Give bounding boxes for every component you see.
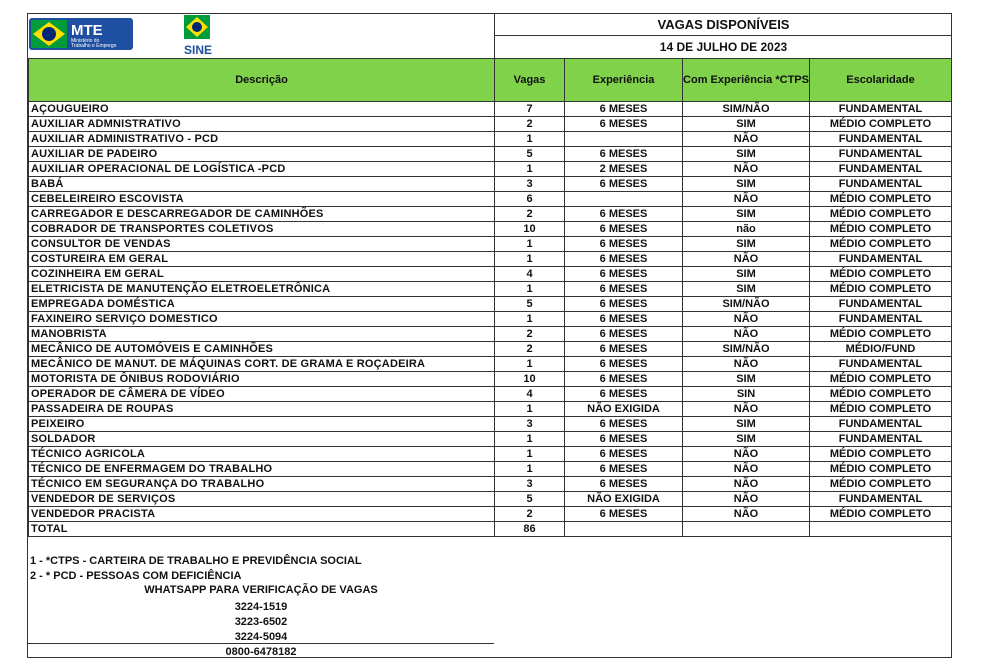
table-row	[29, 507, 952, 522]
cell-vacancies: 3	[495, 177, 565, 192]
cell-education: MÉDIO COMPLETO	[810, 387, 952, 402]
cell-ctps: SIM	[683, 177, 810, 192]
cell-description: ELETRICISTA DE MANUTENÇÃO ELETROELETRÔNICA	[29, 282, 495, 297]
cell-education: MÉDIO COMPLETO	[810, 282, 952, 297]
cell-description: CARREGADOR E DESCARREGADOR DE CAMINHÕES	[29, 207, 495, 222]
cell-vacancies: 1	[495, 252, 565, 267]
mte-logo	[29, 16, 133, 52]
cell-vacancies: 2	[495, 207, 565, 222]
cell-vacancies: 3	[495, 477, 565, 492]
cell-education: FUNDAMENTAL	[810, 177, 952, 192]
cell-vacancies: 5	[495, 147, 565, 162]
cell-vacancies: 2	[495, 507, 565, 522]
cell-vacancies: 1	[495, 162, 565, 177]
cell-experience: 6 MESES	[565, 117, 683, 132]
cell-vacancies: 4	[495, 387, 565, 402]
cell-ctps: não	[683, 222, 810, 237]
cell-ctps: NÃO	[683, 402, 810, 417]
cell-ctps: NÃO	[683, 462, 810, 477]
cell-experience: 6 MESES	[565, 507, 683, 522]
cell-vacancies: 3	[495, 417, 565, 432]
table-header-row	[29, 59, 952, 102]
table-row	[29, 177, 952, 192]
cell-education: MÉDIO COMPLETO	[810, 372, 952, 387]
table-row	[29, 372, 952, 387]
cell-education: MÉDIO COMPLETO	[810, 207, 952, 222]
title-box	[494, 14, 952, 58]
cell-vacancies: 1	[495, 132, 565, 147]
cell-description: FAXINEIRO SERVIÇO DOMESTICO	[29, 312, 495, 327]
cell-experience: 6 MESES	[565, 432, 683, 447]
cell-experience: 6 MESES	[565, 237, 683, 252]
cell-experience: 6 MESES	[565, 477, 683, 492]
table-row	[29, 417, 952, 432]
table-row	[29, 432, 952, 447]
col-header-description: Descrição	[29, 59, 495, 102]
cell-ctps: SIM	[683, 267, 810, 282]
table-body	[29, 102, 952, 522]
cell-description: CEBELEIREIRO ESCOVISTA	[29, 192, 495, 207]
phone-number: 3224-5094	[234, 631, 288, 643]
cell-education: FUNDAMENTAL	[810, 102, 952, 117]
cell-description: COBRADOR DE TRANSPORTES COLETIVOS	[29, 222, 495, 237]
cell-vacancies: 4	[495, 267, 565, 282]
cell-education: FUNDAMENTAL	[810, 417, 952, 432]
cell-description: TÉCNICO EM SEGURANÇA DO TRABALHO	[29, 477, 495, 492]
cell-education: MÉDIO COMPLETO	[810, 477, 952, 492]
cell-description: PASSADEIRA DE ROUPAS	[29, 402, 495, 417]
cell-vacancies: 5	[495, 297, 565, 312]
cell-experience: 6 MESES	[565, 447, 683, 462]
table-row	[29, 447, 952, 462]
cell-description: MOTORISTA DE ÔNIBUS RODOVIÁRIO	[29, 372, 495, 387]
cell-ctps: NÃO	[683, 357, 810, 372]
cell-ctps: NÃO	[683, 192, 810, 207]
cell-vacancies: 10	[495, 222, 565, 237]
cell-description: MANOBRISTA	[29, 327, 495, 342]
cell-ctps: NÃO	[683, 312, 810, 327]
cell-experience: 2 MESES	[565, 162, 683, 177]
cell-vacancies: 1	[495, 402, 565, 417]
cell-description: SOLDADOR	[29, 432, 495, 447]
cell-education: MÉDIO COMPLETO	[810, 447, 952, 462]
total-empty-cell	[810, 522, 952, 537]
total-empty-cell	[565, 522, 683, 537]
table-row	[29, 387, 952, 402]
table-row	[29, 492, 952, 507]
table-row	[29, 327, 952, 342]
mte-logo-sub1: Ministério do	[71, 38, 100, 44]
cell-vacancies: 1	[495, 462, 565, 477]
cell-education: MÉDIO/FUND	[810, 342, 952, 357]
page-date: 14 DE JULHO DE 2023	[659, 40, 788, 54]
cell-ctps: SIM	[683, 417, 810, 432]
table-row	[29, 462, 952, 477]
footer-divider	[28, 643, 494, 644]
table-row	[29, 147, 952, 162]
cell-description: AÇOUGUEIRO	[29, 102, 495, 117]
cell-description: COSTUREIRA EM GERAL	[29, 252, 495, 267]
page-title: VAGAS DISPONÍVEIS	[495, 14, 952, 36]
cell-experience: 6 MESES	[565, 357, 683, 372]
cell-ctps: SIM	[683, 147, 810, 162]
table-row	[29, 357, 952, 372]
table-row	[29, 282, 952, 297]
cell-ctps: NÃO	[683, 447, 810, 462]
cell-experience	[565, 192, 683, 207]
cell-description: COZINHEIRA EM GERAL	[29, 267, 495, 282]
table-row	[29, 342, 952, 357]
cell-experience: 6 MESES	[565, 267, 683, 282]
cell-description: EMPREGADA DOMÉSTICA	[29, 297, 495, 312]
col-header-education: Escolaridade	[810, 59, 952, 102]
vacancy-sheet	[27, 13, 952, 658]
phone-number: 3224-1519	[234, 601, 288, 613]
cell-description: AUXILIAR DE PADEIRO	[29, 147, 495, 162]
table-row	[29, 252, 952, 267]
cell-experience: 6 MESES	[565, 417, 683, 432]
cell-experience: 6 MESES	[565, 102, 683, 117]
cell-description: AUXILIAR OPERACIONAL DE LOGÍSTICA -PCD	[29, 162, 495, 177]
cell-education: MÉDIO COMPLETO	[810, 267, 952, 282]
total-empty-cell	[683, 522, 810, 537]
cell-description: TÉCNICO DE ENFERMAGEM DO TRABALHO	[29, 462, 495, 477]
cell-ctps: NÃO	[683, 507, 810, 522]
col-header-vacancies: Vagas	[495, 59, 565, 102]
cell-experience: NÃO EXIGIDA	[565, 402, 683, 417]
cell-experience	[565, 132, 683, 147]
cell-experience: 6 MESES	[565, 252, 683, 267]
cell-ctps: SIM	[683, 207, 810, 222]
cell-education: FUNDAMENTAL	[810, 132, 952, 147]
cell-vacancies: 5	[495, 492, 565, 507]
cell-experience: 6 MESES	[565, 462, 683, 477]
cell-education: FUNDAMENTAL	[810, 297, 952, 312]
table-row	[29, 237, 952, 252]
table-row	[29, 312, 952, 327]
cell-description: AUXILIAR ADMNISTRATIVO	[29, 117, 495, 132]
cell-education: MÉDIO COMPLETO	[810, 507, 952, 522]
footnote-ctps: 1 - *CTPS - CARTEIRA DE TRABALHO E PREVIDÊNCIA SOCIAL	[30, 555, 362, 567]
table-row	[29, 102, 952, 117]
cell-description: OPERADOR DE CÂMERA DE VÍDEO	[29, 387, 495, 402]
cell-vacancies: 1	[495, 282, 565, 297]
table-row	[29, 477, 952, 492]
table-row	[29, 402, 952, 417]
table-row	[29, 207, 952, 222]
cell-vacancies: 1	[495, 237, 565, 252]
cell-vacancies: 2	[495, 327, 565, 342]
cell-experience: 6 MESES	[565, 387, 683, 402]
cell-education: FUNDAMENTAL	[810, 492, 952, 507]
mte-logo-text: MTE	[71, 22, 103, 39]
logo-area	[28, 14, 494, 58]
cell-ctps: NÃO	[683, 252, 810, 267]
cell-education: MÉDIO COMPLETO	[810, 237, 952, 252]
cell-ctps: SIM	[683, 432, 810, 447]
cell-education: MÉDIO COMPLETO	[810, 402, 952, 417]
cell-ctps: NÃO	[683, 327, 810, 342]
cell-vacancies: 2	[495, 117, 565, 132]
cell-ctps: SIN	[683, 387, 810, 402]
toll-free-number: 0800-6478182	[225, 646, 297, 658]
total-value: 86	[495, 522, 565, 537]
phone-number: 3223-6502	[234, 616, 288, 628]
cell-description: BABÁ	[29, 177, 495, 192]
cell-vacancies: 1	[495, 432, 565, 447]
cell-experience: 6 MESES	[565, 297, 683, 312]
table-row	[29, 222, 952, 237]
cell-description: AUXILIAR ADMINISTRATIVO - PCD	[29, 132, 495, 147]
cell-education: FUNDAMENTAL	[810, 252, 952, 267]
table-row	[29, 132, 952, 147]
cell-experience: 6 MESES	[565, 147, 683, 162]
cell-education: FUNDAMENTAL	[810, 357, 952, 372]
table-row	[29, 117, 952, 132]
cell-ctps: SIM/NÃO	[683, 297, 810, 312]
cell-description: MECÂNICO DE MANUT. DE MÁQUINAS CORT. DE GRAMA E ROÇADEIRA	[29, 357, 495, 372]
cell-education: FUNDAMENTAL	[810, 162, 952, 177]
cell-experience: 6 MESES	[565, 342, 683, 357]
cell-experience: 6 MESES	[565, 327, 683, 342]
cell-education: FUNDAMENTAL	[810, 432, 952, 447]
cell-description: CONSULTOR DE VENDAS	[29, 237, 495, 252]
table-row	[29, 162, 952, 177]
cell-vacancies: 1	[495, 312, 565, 327]
cell-experience: NÃO EXIGIDA	[565, 492, 683, 507]
cell-education: MÉDIO COMPLETO	[810, 117, 952, 132]
cell-ctps: NÃO	[683, 162, 810, 177]
cell-ctps: NÃO	[683, 492, 810, 507]
cell-vacancies: 6	[495, 192, 565, 207]
cell-experience: 6 MESES	[565, 222, 683, 237]
table-row	[29, 297, 952, 312]
cell-description: TÉCNICO AGRICOLA	[29, 447, 495, 462]
table-row	[29, 192, 952, 207]
cell-education: MÉDIO COMPLETO	[810, 327, 952, 342]
cell-education: FUNDAMENTAL	[810, 147, 952, 162]
cell-experience: 6 MESES	[565, 177, 683, 192]
cell-vacancies: 7	[495, 102, 565, 117]
cell-ctps: NÃO	[683, 477, 810, 492]
cell-education: MÉDIO COMPLETO	[810, 192, 952, 207]
total-label: TOTAL	[29, 522, 495, 537]
cell-ctps: SIM/NÃO	[683, 102, 810, 117]
table-row	[29, 267, 952, 282]
vacancy-table	[28, 58, 952, 537]
sine-logo	[176, 14, 220, 58]
cell-experience: 6 MESES	[565, 207, 683, 222]
cell-description: VENDEDOR PRACISTA	[29, 507, 495, 522]
cell-ctps: SIM/NÃO	[683, 342, 810, 357]
cell-ctps: SIM	[683, 237, 810, 252]
mte-logo-sub2: Trabalho e Emprego	[71, 43, 117, 49]
col-header-ctps: Com Experiência *CTPS	[683, 59, 810, 102]
cell-ctps: SIM	[683, 117, 810, 132]
cell-experience: 6 MESES	[565, 372, 683, 387]
cell-vacancies: 1	[495, 447, 565, 462]
cell-education: MÉDIO COMPLETO	[810, 462, 952, 477]
cell-vacancies: 2	[495, 342, 565, 357]
sine-logo-text: SINE	[183, 43, 213, 57]
cell-education: FUNDAMENTAL	[810, 312, 952, 327]
cell-experience: 6 MESES	[565, 282, 683, 297]
cell-education: MÉDIO COMPLETO	[810, 222, 952, 237]
col-header-experience: Experiência	[565, 59, 683, 102]
cell-vacancies: 10	[495, 372, 565, 387]
cell-vacancies: 1	[495, 357, 565, 372]
cell-description: PEIXEIRO	[29, 417, 495, 432]
cell-description: VENDEDOR DE SERVIÇOS	[29, 492, 495, 507]
cell-ctps: SIM	[683, 282, 810, 297]
cell-ctps: NÃO	[683, 132, 810, 147]
total-row	[29, 522, 952, 537]
cell-experience: 6 MESES	[565, 312, 683, 327]
whatsapp-label: WHATSAPP PARA VERIFICAÇÃO DE VAGAS	[144, 584, 378, 596]
footnote-pcd: 2 - * PCD - PESSOAS COM DEFICIÊNCIA	[30, 570, 242, 582]
cell-description: MECÂNICO DE AUTOMÓVEIS E CAMINHÕES	[29, 342, 495, 357]
cell-ctps: SIM	[683, 372, 810, 387]
